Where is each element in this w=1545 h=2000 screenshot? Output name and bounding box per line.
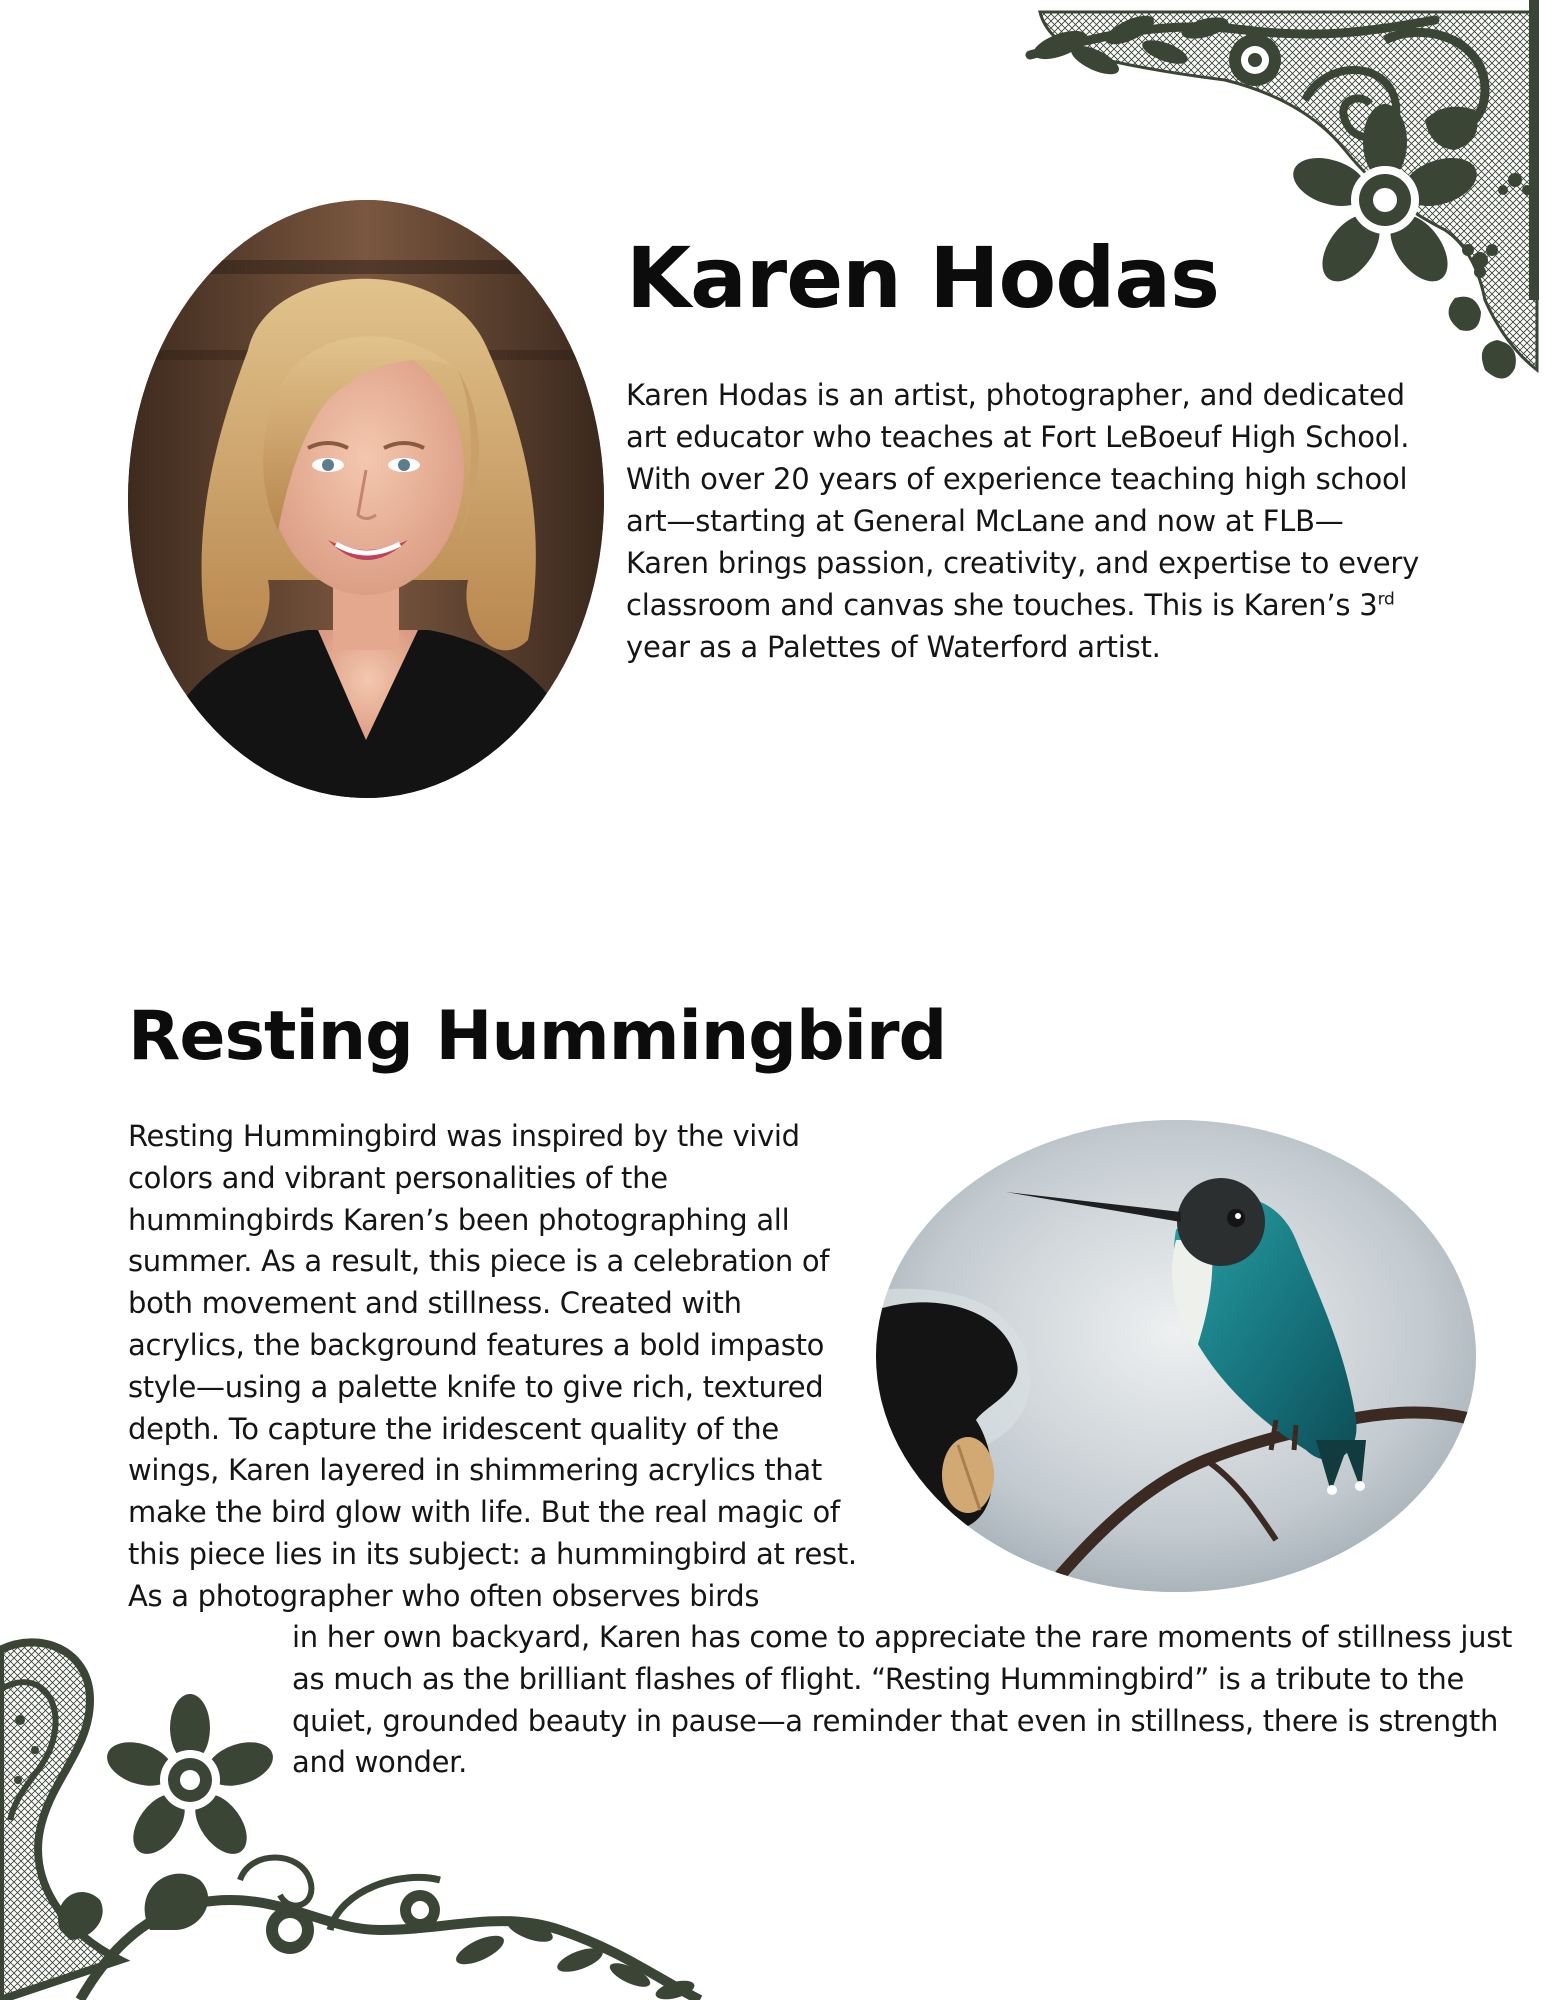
artist-bio-ending: year as a Palettes of Waterford artist.: [626, 630, 1161, 664]
artist-name-heading: Karen Hodas: [626, 229, 1220, 327]
ordinal-suffix: rd: [1377, 589, 1395, 610]
artist-bio: [626, 374, 1426, 668]
artwork-description-continued: in her own backyard, Karen has come to appreciate the rare moments of stillness just as much as the brilliant flashes of flight. “Resting Hummingbird” is a tribute to the quiet, grounded beauty in pause—a reminder that even in stillness, there is strength and wonder.: [292, 1620, 1513, 1780]
artist-bio-text: Karen Hodas is an artist, photographer, and dedicated art educator who teaches at Fort LeBoeuf High School. With over 20 years of experience teaching high school art—starting at General McLane and now at FLB—Karen brings passion, creativity, and expertise to every classroom and canvas she touches. This is Karen’s 3: [626, 378, 1420, 622]
artist-portrait-photo: [128, 200, 604, 798]
lace-corner-ornament-top-right: [785, 0, 1545, 390]
artwork-description: Resting Hummingbird was inspired by the vivid colors and vibrant personalities of the hummingbirds Karen’s been photographing all summer. As a result, this piece is a celebration of both movement and stillness. Created with acrylics, the background features a bold impasto style—using a palette knife to give rich, textured depth. To capture the iridescent quality of the wings, Karen layered in shimmering acrylics that make the bird glow with life. But the real magic of this piece lies in its subject: a hummingbird at rest. As a photographer who often observes birds: [128, 1119, 857, 1613]
lace-corner-ornament-bottom-left: [0, 1630, 720, 2000]
artwork-title-heading: Resting Hummingbird: [128, 997, 947, 1076]
hummingbird-painting-image: [876, 1120, 1476, 1592]
